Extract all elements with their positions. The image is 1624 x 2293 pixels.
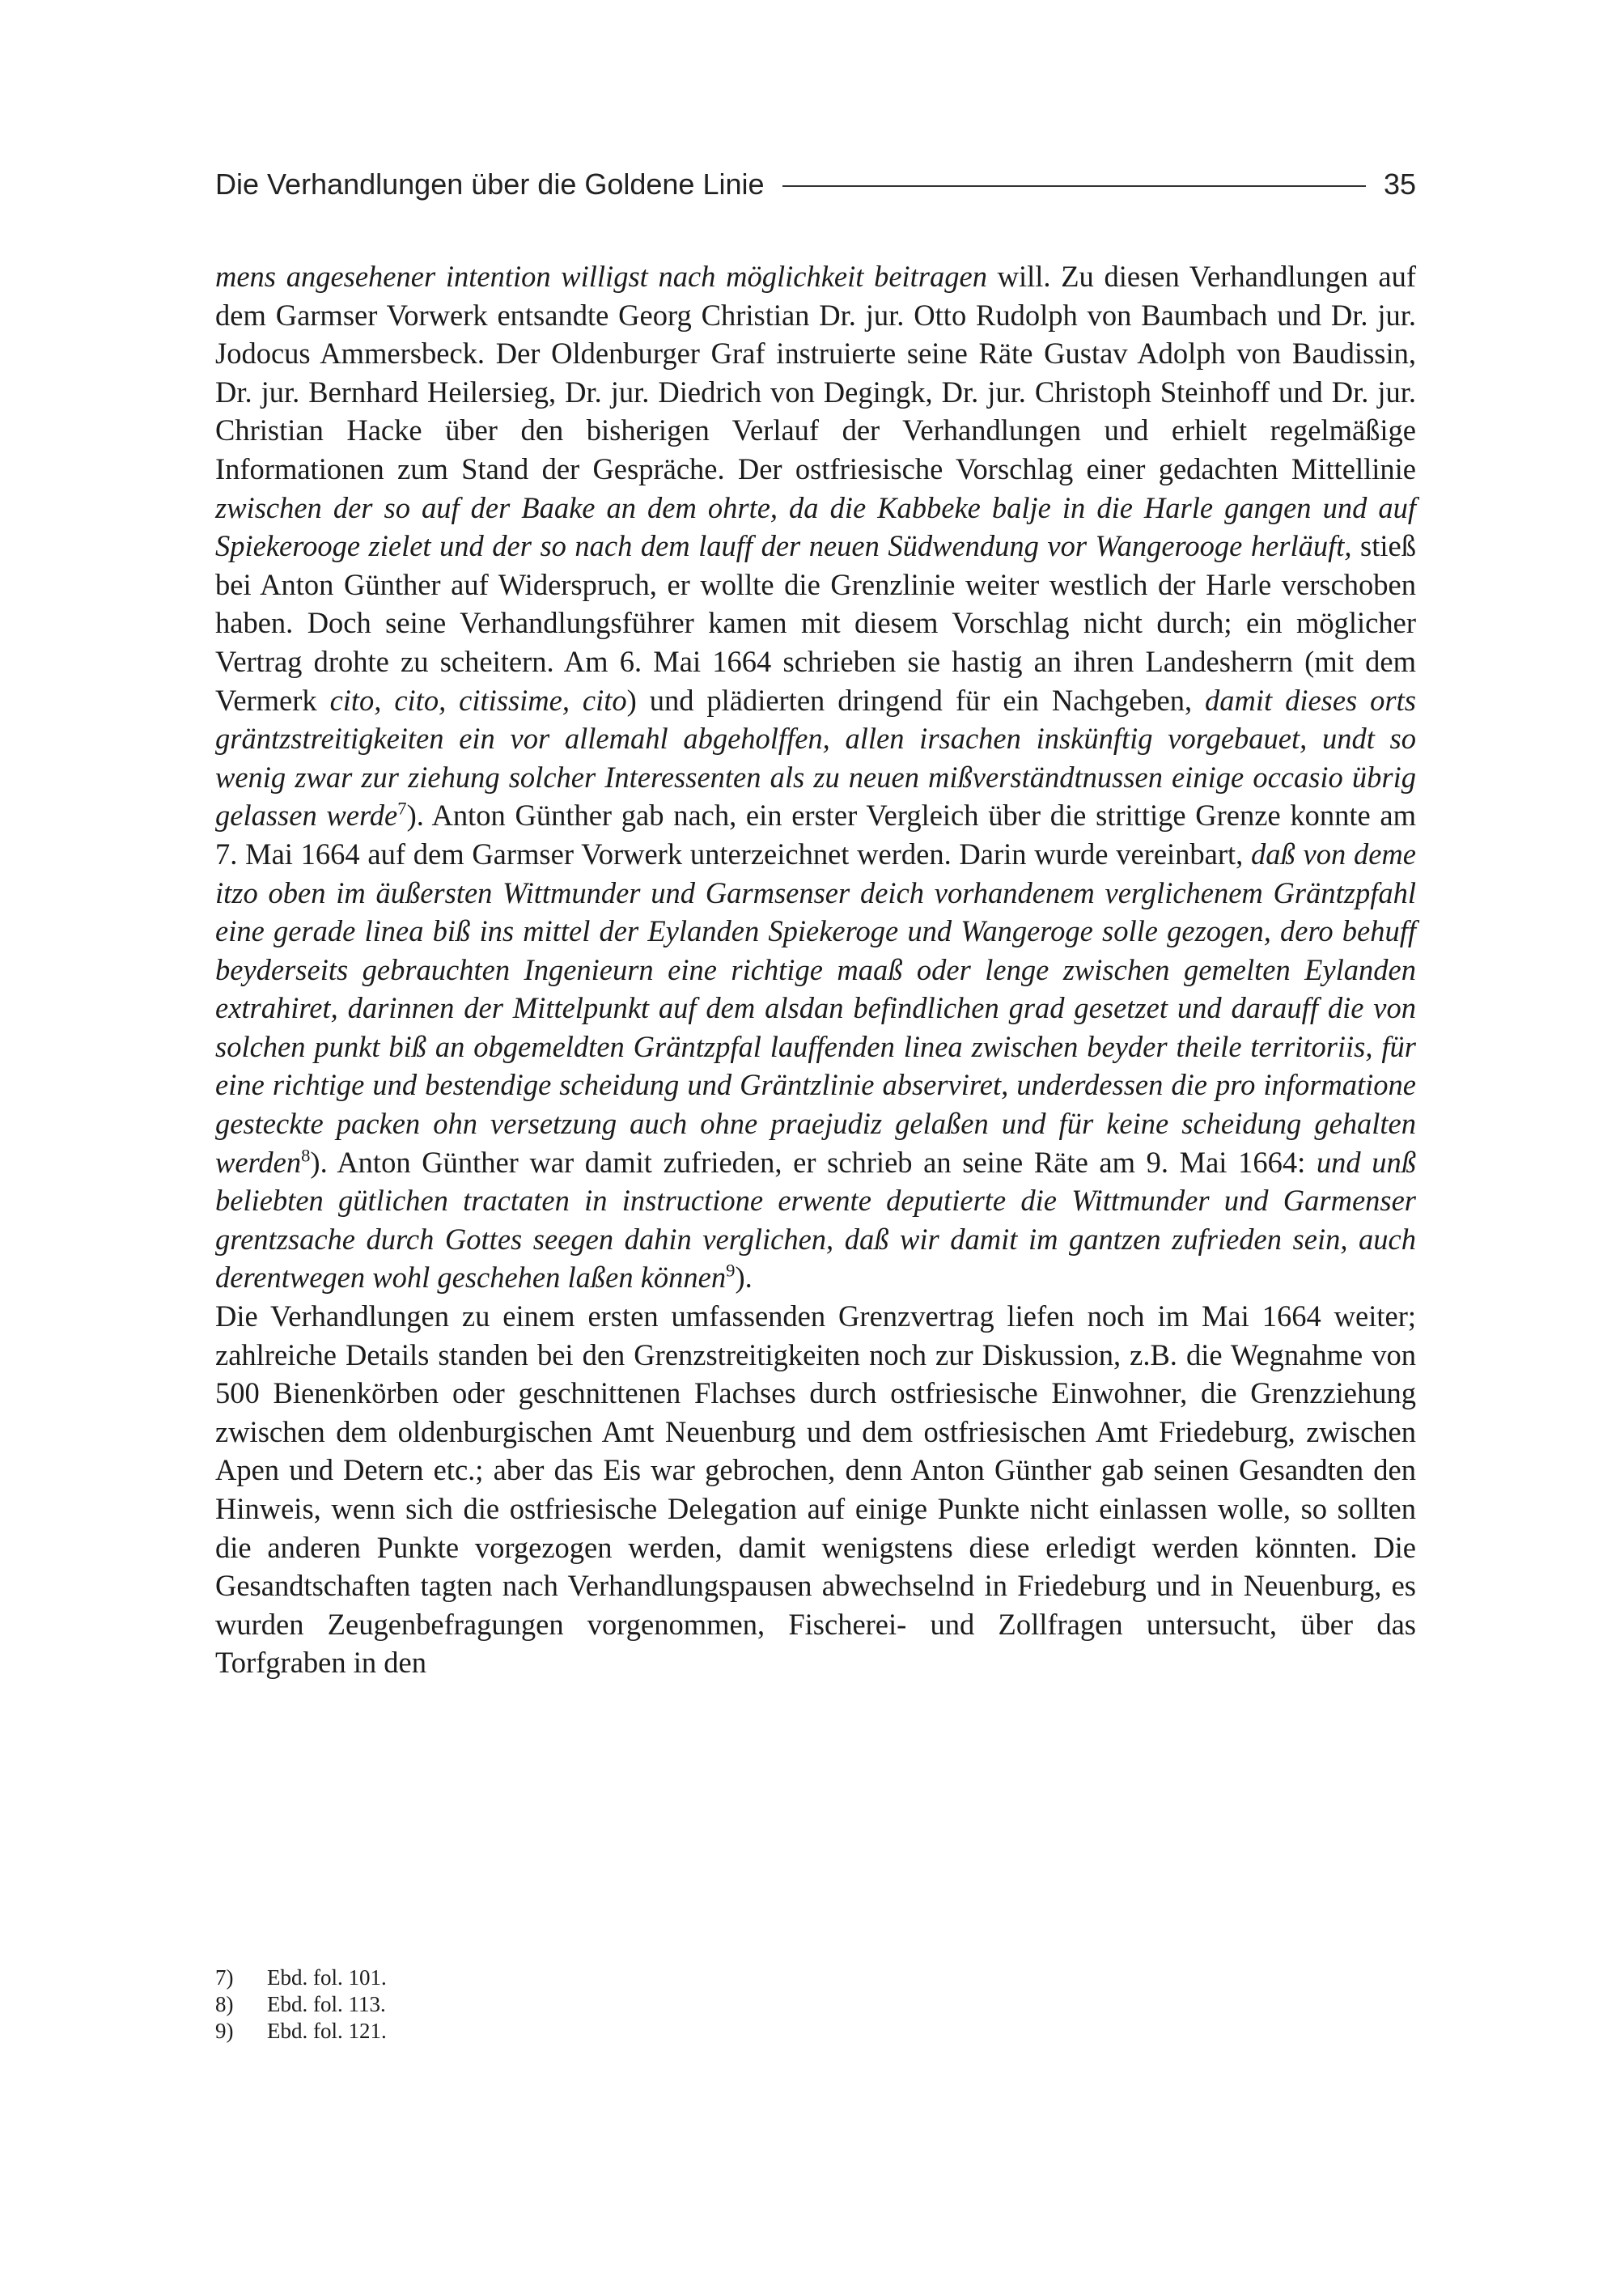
quote-text: zwischen der so auf der Baake an dem ohrte, da die Kabbeke balje in die Harle gangen und auf Spiekerooge zielet und der so nach dem lauff der neuen Südwendung vor Wangerooge herläuft,	[215, 490, 1416, 563]
footnote-text: Ebd. fol. 121.	[267, 2019, 387, 2043]
body-text	[215, 257, 1416, 1682]
footnote	[215, 1991, 701, 2018]
body-text-run: stieß bei Anton Günther auf Widerspruch, er wollte die Grenzlinie weiter westlich der Harle verschoben haben. Doch seine Verhandlungsführer kamen mit diesem Vorschlag nicht durch; ein möglicher Vertrag drohte zu scheitern. Am 6. Mai 1664 schrieben sie hastig an ihren Landesherrn (mit dem Vermerk	[215, 529, 1416, 717]
body-text-run: ).	[735, 1261, 753, 1295]
footnote-ref[interactable]: 9	[726, 1260, 736, 1281]
quote-text: und unß beliebten gütlichen tractaten in instructione erwente deputierte die Wittmunder und Garmenser grentzsache durch Gottes seegen dahin verglichen, daß wir damit im gantzen zufrieden sein, auch derentwegen wohl geschehen laßen können	[215, 1145, 1416, 1295]
paragraph-2: Die Verhandlungen zu einem ersten umfassenden Grenzvertrag liefen noch im Mai 1664 weiter; zahlreiche Details standen bei den Grenzstreitigkeiten noch zur Diskussion, z.B. die Wegnahme von 500 Bienenkörben oder geschnittenen Flachses durch ostfriesische Einwohner, die Grenzziehung zwischen dem oldenburgischen Amt Neuenburg und dem ostfriesischen Amt Friedeburg, zwischen Apen und Detern etc.; aber das Eis war gebrochen, denn Anton Günther gab seinen Gesandten den Hinweis, wenn sich die ostfriesische Delegation auf einige Punkte nicht einlassen wolle, so sollten die anderen Punkte vorgezogen werden, damit wenigstens diese erledigt werden könnten. Die Gesandtschaften tagten nach Verhandlungspausen abwechselnd in Friedeburg und in Neuenburg, es wurden Zeugenbefragungen vorgenommen, Fischerei- und Zollfragen untersucht, über das Torfgraben in den	[215, 1299, 1416, 1680]
quote-text: daß von deme itzo oben im äußersten Wittmunder und Garmsenser deich vorhandenem verglichenem Gräntzpfahl eine gerade linea biß ins mittel der Eylanden Spiekeroge und Wangeroge solle gezogen, dero behuff beyderseits gebrauchten Ingenieurn eine richtige maaß oder lenge zwischen gemelten Eylanden extrahiret, darinnen der Mittelpunkt auf dem alsdan befindlichen grad gesetzet und darauff die von solchen punkt biß an obgemeldten Gräntzpfal lauffenden linea zwischen beyder theile territoriis, für eine richtige und bestendige scheidung und Gräntzlinie abserviret, underdessen die pro informatione gesteckte packen ohn versetzung auch ohne praejudiz gelaßen und für keine scheidung gehalten werden	[215, 837, 1416, 1179]
footnote-number: 9)	[215, 2019, 234, 2043]
body-text-run: ) und plädierten dringend für ein Nachgeben,	[626, 683, 1206, 717]
body-text-run: will. Zu diesen Verhandlungen auf dem Garmser Vorwerk entsandte Georg Christian Dr. jur. Otto Rudolph von Baumbach und Dr. jur. Jodocus Ammersbeck. Der Oldenburger Graf instruierte seine Räte Gustav Adolph von Baudissin, Dr. jur. Bernhard Heilersieg, Dr. jur. Diedrich von Degingk, Dr. jur. Christoph Steinhoff und Dr. jur. Christian Hacke über den bisherigen Verlauf der Verhandlungen und erhielt regelmäßige Informationen zum Stand der Gespräche. Der ostfriesische Vorschlag einer gedachten Mittellinie	[215, 260, 1416, 485]
footnote	[215, 1965, 701, 1991]
running-header	[215, 164, 1416, 205]
paragraph-1	[215, 257, 1416, 1297]
footnote-text: Ebd. fol. 101.	[267, 1965, 387, 1990]
footnote-number: 7)	[215, 1965, 234, 1990]
footnote	[215, 2018, 701, 2045]
quote-text: mens angesehener intention willigst nach möglichkeit beitragen	[215, 260, 987, 293]
body-text-run: ). Anton Günther war damit zufrieden, er schrieb an seine Räte am 9. Mai 1664:	[310, 1145, 1317, 1179]
footnote-text: Ebd. fol. 113.	[267, 1992, 386, 2016]
body-text-run: ). Anton Günther gab nach, ein erster Vergleich über die strittige Grenze konnte am 7. Mai 1664 auf dem Garmser Vorwerk unterzeichnet werden. Darin wurde vereinbart,	[215, 799, 1416, 871]
footnote-ref[interactable]: 7	[397, 798, 407, 819]
quote-text: cito, cito, citissime, cito	[329, 683, 627, 717]
header-rule	[782, 185, 1366, 187]
quote-text: damit dieses orts gräntzstreitigkeiten ein vor allemahl abgeholffen, allen irsachen inskünftig vorgebauet, undt so wenig zwar zur ziehung solcher Interessenten als zu neuen mißverständtnussen einige occasio übrig gelassen werde	[215, 683, 1416, 833]
running-title: Die Verhandlungen über die Goldene Linie	[215, 167, 765, 201]
footnote-ref[interactable]: 8	[301, 1145, 311, 1166]
page-number: 35	[1383, 167, 1416, 201]
footnote-number: 8)	[215, 1992, 234, 2016]
footnotes	[215, 1965, 701, 2045]
